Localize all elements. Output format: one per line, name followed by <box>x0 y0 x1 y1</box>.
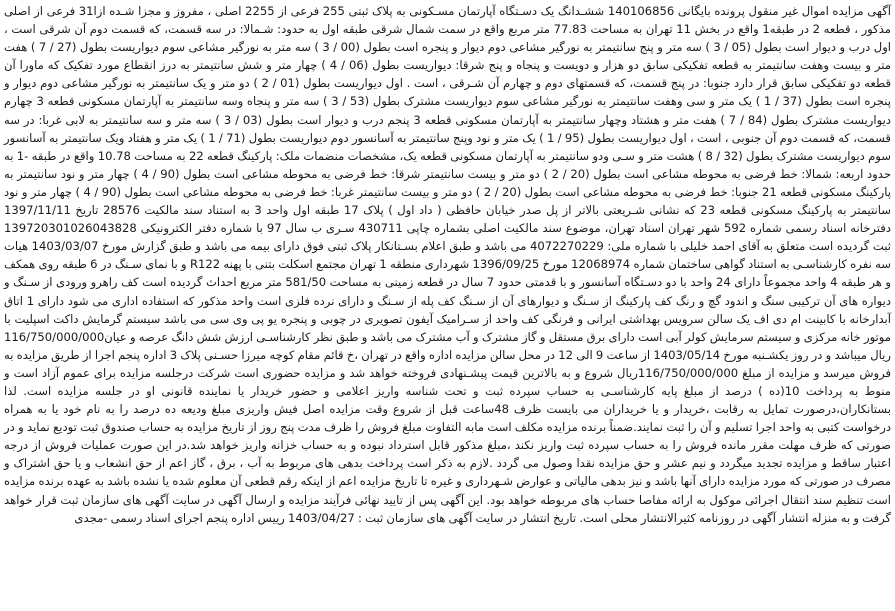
auction-notice-text: آگهی مزایده اموال غیر منقول پرونده بایگانی 140106856 ششـدانگ یک دسـتگاه آپارتمان مسـکونی به پلاک ثبتی 255 فرعی از 2255 اصلی ، مفروز و مجزا شـده ازا31 فرعی از اصلی مذکور ، قطعه 2 در طبقه1 واقع در بخش 11 تهران به مساحت 77.83 متر مربع واقع در سمت شمال شرقی طبقه اول به حدود: شـمالا: در سه قسمت، که قسمت دوم آن شرقی است ، اول درب و دیوار است بطول (05 / 3 ) سه متر و پنج سانتیمتر به نورگیر مشاعی دوم دیوار و پنجره است بطول (00 / 3 ) سه متر به نورگیر مشاعی سوم دیواریست بطول (27 / 7 ) هفت متر و بیست وهفت سانتیمتر به قطعه تفکیکی سابق دو هزار و دویست و پنجاه و پنج شرقا: دیواریست بطول (06 / 4 ) چهار متر و شش سانتیمتر به درز انقطاع مورد تفکیک که ماورا آن قطعه دو تفکیکی سابق قرار دارد جنوبا: در پنج قسمت، که قسمتهای دوم و چهارم آن شـرقی ، است . اول دیواریست بطول (01 / 2 ) دو متر و یک سانتیمتر به نورگیر مشاعی دوم دیوار و پنجره است بطول (37 / 1 ) یک متر و سی وهفت سانتیمتر به نورگیر مشاعی سوم دیواریست مشترک بطول (53 / 3 ) سه متر و پنجاه وسه سانتیمتر به آپارتمان مسکونی قطعه 3 چهارم دیواریست مشترک بطول (84 / 7 ) هفت متر و هشتاد وچهار سانتیمتر به آپارتمان مسکونی قطعه 3 پنجم درب و دیوار است بطول (03 / 3 ) سه متر و سه سانتیمتر به لابی غربا: در سه قسمت، که قسمت دوم آن جنوبی ، است ، اول دیواریست بطول (95 / 1 ) یک متر و نود وپنج سانتیمتر به آسانسور دوم دیواریست بطول (71 / 1 ) یک متر و هفتاد ویک سانتیمتر به آسانسور سوم دیواریست مشترک بطول (32 / 8 ) هشت متر و سـی ودو سانتیمتر به آپارتمان مسکونی قطعه یک، مشخصات منضمات ملک: پارکینگ قطعه 22 به مساحت 10.78 واقع در طبقه -1 به حدود اربعه: شمالا: خط فرضی به محوطه مشاعی است بطول (20 / 2 ) دو متر و بیست سانتیمتر شرقا: خط فرضی به محوطه مشاعی است بطول (90 / 4 ) چهار متر و نود سانتیمتر به پارکینگ مسکونی قطعه 21 جنوبا: خط فرضی به محوطه مشاعی است بطول (20 / 2 ) دو متر و بیست سانتیمتر غربا: خط فرضی به محوطه مشاعی است بطول (90 / 4 ) چهار متر و نود سانتیمتر به پارکینگ مسکونی قطعه 23 که نشانی شـریعتی بالاتر از پل صدر خیابان حافظی ( داد اول ) پلاک 17 طبقه اول واحد 3 به استناد سند مالکیت 28576 تاریخ 1397/11/11 دفترخانه اسناد رسمی شماره 592 شهر تهران اسناد تهران، موضوع سند مالکیت اصلی بشماره چاپی 430711 سـری ب سال 97 با شماره دفتر الکترونیکی 139720301026043828 ثبت گردیده است متعلق به آقای احمد خلیلی با شماره ملی: 4072270229 می باشد و طبق اعلام بسـتانکار پلاک ثبتی فوق دارای بیمه می باشد و طبق گزارش مورخ 1403/03/07 هیات سه نفره کارشناسـی به استناد گواهی ساختمان شماره 12068974 مورخ 1396/09/25 شهرداری منطقه 1 تهران مجتمع اسکلت بتنی با پهنه R122 و با نمای سـنگ در 6 طبقه روی همکف و هر طبقه 4 واحد مجموعاً دارای 24 واحد با دو دسـتگاه آسانسور و با قدمتی حدود 7 سال در قطعه زمینی به مساحت 581/50 متر مربع احداث گردیده است کف راهرو ورودی از سـنگ و دیواره های آن ترکیبی سنگ و اندود گچ و رنگ کف پارکینگ از سـنگ و دیوارهای آن از سـنگ کف پله از سـنگ و دارای نرده فلزی است واحد مذکور که استفاده اداری می شود دارای 1 اتاق آبدارخانه با کابینت ام دی اف یک سالن سرویس بهداشتی ایرانی و فرنگی کف واحد از سـرامیک آیفون تصویری در چوبی و پنجره یو پی وی سی می باشد سیستم گرمایش داکت اسپلیت با موتور خانه مرکزی و سیستم سرمایش کولر آبی است دارای برق مستقل و گاز مشترک و آب مشترک می باشد و طبق نظر کارشناسـی ارزش شش دانگ عرصه و عیان116/750/000/000 ریال میباشد و در روز یکشـنبه مورخ 1403/05/14 از ساعت 9 الی 12 در محل سالن مزایده اداره واقع در تهران ،خ قائم مقام کوچه میرزا حسـنی پلاک 3 اداره پنجم اجرا از طریق مزایده به فروش میرسد و مزایده از مبلغ 116/750/000/000ریال شروع و به بالاترین قیمت پیشـنهادی فروخته خواهد شد و مزایده حضوری است شرکت درجلسه مزایده برای عموم آزاد است و منوط به پرداخت 10(ده ) درصد از مبلغ پایه کارشناسـی به حساب سپرده ثبت و تحت شناسه واریز اعلامی و حضور خریدار یا نماینده قانونی او در جلسه مزایده است. لذا بستانکاران،درصورت تمایل به رقابت ،خریدار و یا خریداران می بایست ظرف 48ساعت قبل از شروع وقت مزایده اصل فیش واریزی مبلغ ودیعه ده درصد را به نام خود یا به همراه درخواست کتبی به واحد اجرا تسلیم و آن را ثبت نمایند.ضمناً برنده مزایده مکلف است مابه التفاوت مبلغ فروش را ظرف مدت پنج روز از تاریخ مزایده به حساب صندوق ثبت تودیع نماید و در صورتی که ظرف مهلت مقرر مانده فروش را به حساب سپرده ثبت واریز نکند ،مبلغ مذکور قابل استرداد نبوده و به حساب خزانه واریز خواهد شد.در این صورت عملیات فروش از درجه اعتبار ساقط و مزایده تجدید میگردد و نیم عشر و حق مزایده نقدا وصول می گردد .لازم به ذکر است پرداخت بدهی های مربوط به آب ، برق ، گاز اعم از حق انشعاب و یا حق اشتراک و مصرف در صورتی که مورد مزایده دارای آنها باشد و نیز بدهی مالیاتی و عوارض شـهرداری و غیره تا تاریخ مزایده اعم از اینکه رقم قطعی آن معلوم شده یا نشده باشد به عهده برنده مزایده است تنظیم سند انتقال اجرائی موکول به ارائه مفاصا حساب های مربوطه خواهد بود. این آگهی پس از تایید نهائی فرآیند مزایده و ارسال آگهی در سایت آگهی های سازمان ثبت قرار خواهد گرفت و به منزله انتشار آگهی در روزنامه کثیرالانتشار محلی است. تاریخ انتشار در سایت آگهی های سازمان ثبت : 1403/04/27 رییس اداره پنجم اجرای اسناد رسمی -مجدی <box>4 4 892 525</box>
